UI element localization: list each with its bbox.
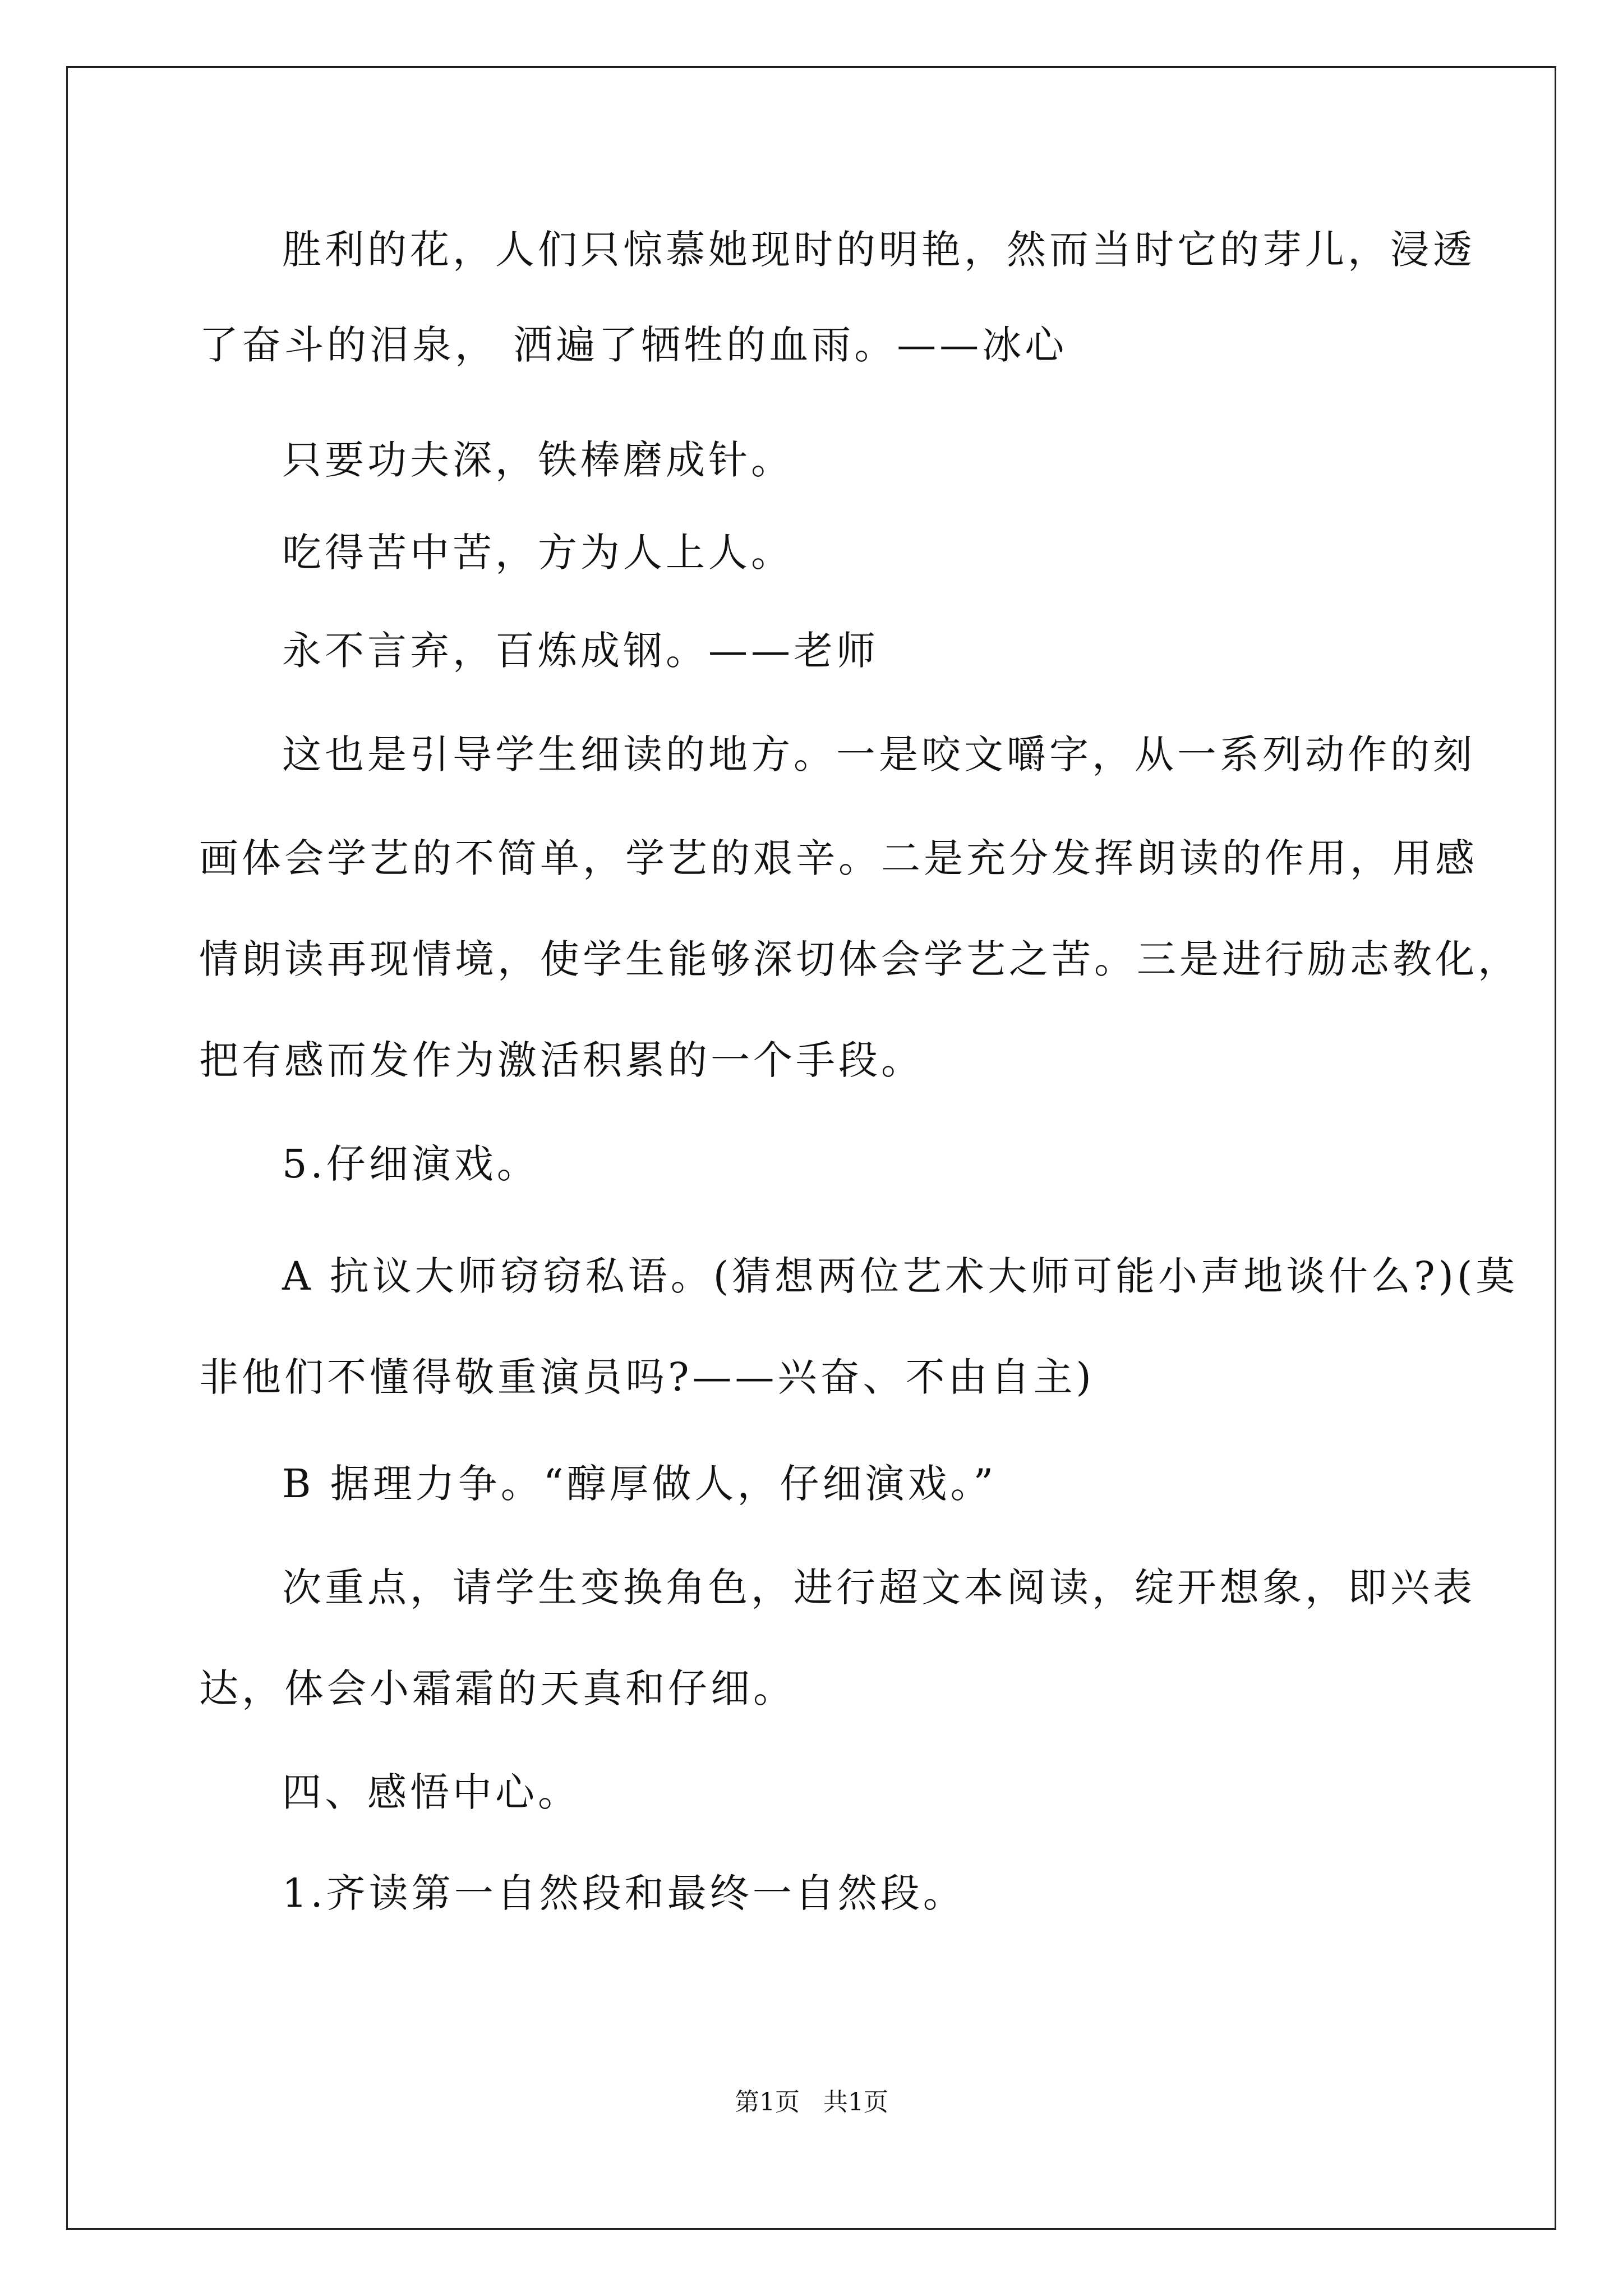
paragraph-2-line-1: 只要功夫深，铁棒磨成针。 [282, 437, 794, 483]
paragraph-4-line-1: 永不言弃，百炼成钢。——老师 [282, 628, 879, 674]
paragraph-5-line-4: 把有感而发作为激活积累的一个手段。 [199, 1037, 924, 1083]
paragraph-9-line-1: 次重点，请学生变换角色，进行超文本阅读，绽开想象，即兴表 [282, 1565, 1476, 1611]
paragraph-5-line-3: 情朗读再现情境，使学生能够深切体会学艺之苦。三是进行励志教化， [199, 936, 1520, 982]
paragraph-11-line-1: 1.齐读第一自然段和最终一自然段。 [282, 1870, 966, 1916]
paragraph-8-line-1: B 据理力争。“醇厚做人，仔细演戏。” [282, 1461, 997, 1507]
paragraph-6-line-1: 5.仔细演戏。 [282, 1141, 540, 1187]
paragraph-5-line-2: 画体会学艺的不简单，学艺的艰辛。二是充分发挥朗读的作用，用感 [199, 835, 1478, 881]
paragraph-1-line-2: 了奋斗的泪泉， 洒遍了牺牲的血雨。——冰心 [199, 322, 1068, 368]
paragraph-10-line-1: 四、感悟中心。 [282, 1769, 580, 1815]
paragraph-1-line-1: 胜利的花，人们只惊慕她现时的明艳，然而当时它的芽儿，浸透 [282, 227, 1476, 273]
page-footer: 第1页 共1页 [735, 2088, 888, 2116]
paragraph-9-line-2: 达，体会小霜霜的天真和仔细。 [199, 1665, 796, 1711]
paragraph-7-line-1: A 抗议大师窃窃私语。(猜想两位艺术大师可能小声地谈什么?)(莫 [282, 1253, 1519, 1299]
paragraph-3-line-1: 吃得苦中苦，方为人上人。 [282, 530, 794, 576]
paragraph-5-line-1: 这也是引导学生细读的地方。一是咬文嚼字，从一系列动作的刻 [282, 731, 1476, 777]
paragraph-7-line-2: 非他们不懂得敬重演员吗?——兴奋、不由自主) [199, 1354, 1095, 1400]
